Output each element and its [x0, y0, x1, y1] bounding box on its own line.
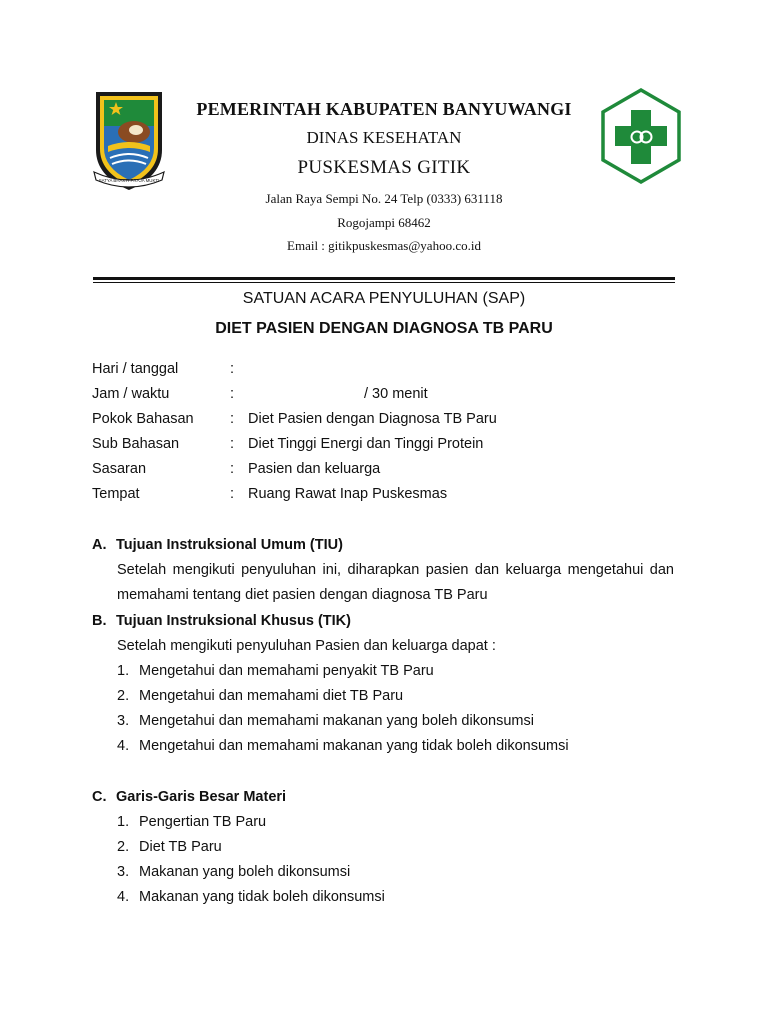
list-number: 1. — [117, 814, 130, 830]
doc-subtitle: DIET PASIEN DENGAN DIAGNOSA TB PARU — [215, 320, 553, 337]
info-label: Hari / tanggal — [92, 361, 179, 377]
list-item — [117, 713, 534, 729]
list-text: Mengetahui dan memahami makanan yang boleh dikonsumsi — [139, 713, 534, 729]
info-label: Sasaran — [92, 461, 147, 477]
info-colon: : — [230, 386, 235, 402]
section-letter: B. — [92, 613, 107, 629]
list-item — [117, 663, 434, 679]
list-text: Mengetahui dan memahami penyakit TB Paru — [139, 663, 434, 679]
list-text: Pengertian TB Paru — [139, 814, 267, 830]
section-b-heading — [92, 613, 351, 629]
section-c-heading — [92, 789, 286, 805]
list-text: Diet TB Paru — [139, 839, 222, 855]
info-colon: : — [230, 411, 235, 427]
section-a-text: Setelah mengikuti penyuluhan ini, diharapkan pasien dan keluarga mengetahui dan memahami tentang diet pasien dengan diagnosa TB Paru — [117, 562, 674, 603]
header-divider-thick — [93, 277, 675, 280]
info-colon: : — [230, 486, 235, 502]
header-email: Email : gitikpuskesmas@yahoo.co.id — [287, 238, 481, 253]
info-value: Ruang Rawat Inap Puskesmas — [248, 486, 448, 502]
info-label: Pokok Bahasan — [92, 411, 194, 427]
section-letter: A. — [92, 537, 107, 553]
info-value: Pasien dan keluarga — [248, 461, 381, 477]
list-item — [117, 889, 385, 905]
section-title: Tujuan Instruksional Umum (TIU) — [116, 537, 343, 553]
list-item — [117, 688, 403, 704]
section-title: Tujuan Instruksional Khusus (TIK) — [116, 613, 351, 629]
list-number: 4. — [117, 738, 130, 754]
section-title: Garis-Garis Besar Materi — [116, 789, 287, 805]
list-item — [117, 738, 569, 754]
header-puskesmas: PUSKESMAS GITIK — [297, 157, 471, 178]
info-value: Diet Pasien dengan Diagnosa TB Paru — [248, 411, 497, 427]
list-number: 4. — [117, 889, 130, 905]
list-number: 2. — [117, 839, 130, 855]
list-item — [117, 839, 222, 855]
header-divider-thin — [93, 282, 675, 283]
info-colon: : — [230, 436, 235, 452]
info-colon: : — [230, 461, 235, 477]
info-value: / 30 menit — [364, 386, 428, 402]
header-address: Jalan Raya Sempi No. 24 Telp (0333) 631118 — [265, 191, 503, 206]
info-row — [92, 486, 692, 508]
emblem-motto: SATYA BHAKTI PRAJA MUKTI — [98, 178, 160, 183]
list-text: Makanan yang boleh dikonsumsi — [139, 864, 351, 880]
list-item — [117, 864, 350, 880]
info-colon: : — [230, 361, 235, 377]
list-number: 3. — [117, 713, 130, 729]
section-b-intro: Setelah mengikuti penyuluhan Pasien dan keluarga dapat : — [117, 638, 496, 654]
info-row — [92, 361, 692, 383]
list-item — [117, 814, 266, 830]
info-row — [92, 436, 692, 458]
doc-title: SATUAN ACARA PENYULUHAN (SAP) — [242, 290, 526, 307]
list-text: Mengetahui dan memahami makanan yang tidak boleh dikonsumsi — [139, 738, 569, 754]
info-label: Jam / waktu — [92, 386, 170, 402]
list-number: 3. — [117, 864, 130, 880]
header-agency: DINAS KESEHATAN — [306, 128, 462, 147]
list-text: Makanan yang tidak boleh dikonsumsi — [139, 889, 385, 905]
info-row — [92, 386, 692, 408]
info-label: Tempat — [92, 486, 140, 502]
section-letter: C. — [92, 789, 107, 805]
list-number: 1. — [117, 663, 130, 679]
header-government: PEMERINTAH KABUPATEN BANYUWANGI — [196, 99, 572, 119]
list-number: 2. — [117, 688, 130, 704]
header-city: Rogojampi 68462 — [337, 215, 431, 230]
info-row — [92, 411, 692, 433]
section-a-heading — [92, 537, 343, 553]
info-row — [92, 461, 692, 483]
info-value: Diet Tinggi Energi dan Tinggi Protein — [248, 436, 484, 452]
list-text: Mengetahui dan memahami diet TB Paru — [139, 688, 404, 704]
info-label: Sub Bahasan — [92, 436, 180, 452]
